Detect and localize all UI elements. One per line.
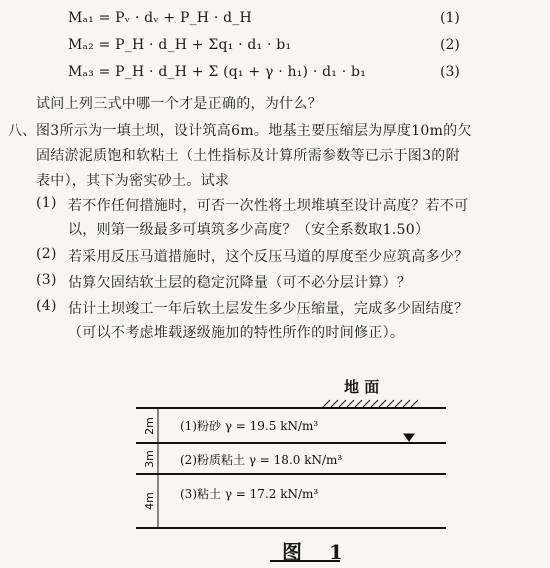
layer-3-thickness: 4m [143, 492, 156, 510]
item-1-line-1: 若不作任何措施时，可否一次性将土坝堆填至设计高度？若不可 [68, 198, 469, 214]
caption-underline [270, 560, 340, 562]
layer-1-label: (1)粉砂 γ = 19.5 kN/m³ [180, 419, 319, 433]
item-1-line-2: 以，则第一级最多可填筑多少高度？（安全系数取1.50） [68, 222, 430, 238]
layer-2-label: (2)粉质粘土 γ = 18.0 kN/m³ [180, 453, 343, 467]
problem-line-1: 图3所示为一填土坝，设计筑高6m。地基主要压缩层为厚度10m的欠 [36, 123, 472, 139]
problem-number: 八、 [8, 123, 37, 139]
figure-caption: 图 1 [282, 540, 353, 564]
equation-1: Mₐ₁ = Pᵥ · dᵥ + P_H · d_H [68, 10, 252, 26]
equation-2: Mₐ₂ = P_H · d_H + Σq₁ · d₁ · b₁ [68, 37, 292, 53]
ground-label: 地 面 [344, 378, 380, 396]
layer-1-thickness: 2m [143, 417, 156, 435]
item-3-line-1: 估算欠固结软土层的稳定沉降量（可不必分层计算）？ [68, 275, 412, 291]
ground-surface-line [136, 400, 446, 408]
item-4-number: (4) [36, 298, 57, 314]
water-table-symbol [398, 434, 420, 443]
problem-line-2: 固结淤泥质饱和软粘土（土性指标及计算所需参数等已示于图3的附 [36, 148, 460, 164]
item-1-number: (1) [36, 195, 57, 211]
equation-3: Mₐ₃ = P_H · d_H + Σ (q₁ + γ · h₁) · d₁ · b₁ [68, 64, 367, 80]
item-2-number: (2) [36, 246, 57, 262]
equation-3-number: (3) [440, 64, 460, 80]
equation-1-number: (1) [440, 10, 460, 26]
item-4-line-2: （可以不考虑堆载逐级施加的特性所作的时间修正）。 [68, 325, 405, 341]
item-3-number: (3) [36, 272, 57, 288]
equation-2-number: (2) [440, 37, 460, 53]
question-line: 试问上列三式中哪一个才是正确的，为什么？ [36, 96, 322, 112]
item-2-line-1: 若采用反压马道措施时，这个反压马道的厚度至少应筑高多少？ [68, 249, 469, 265]
layer-2-thickness: 3m [143, 450, 156, 468]
item-4-line-1: 估计土坝竣工一年后软土层发生多少压缩量，完成多少固结度？ [68, 301, 469, 317]
layer-3-label: (3)粘土 γ = 17.2 kN/m³ [180, 487, 319, 501]
problem-line-3: 表中），其下为密实砂土。试求 [36, 173, 230, 189]
